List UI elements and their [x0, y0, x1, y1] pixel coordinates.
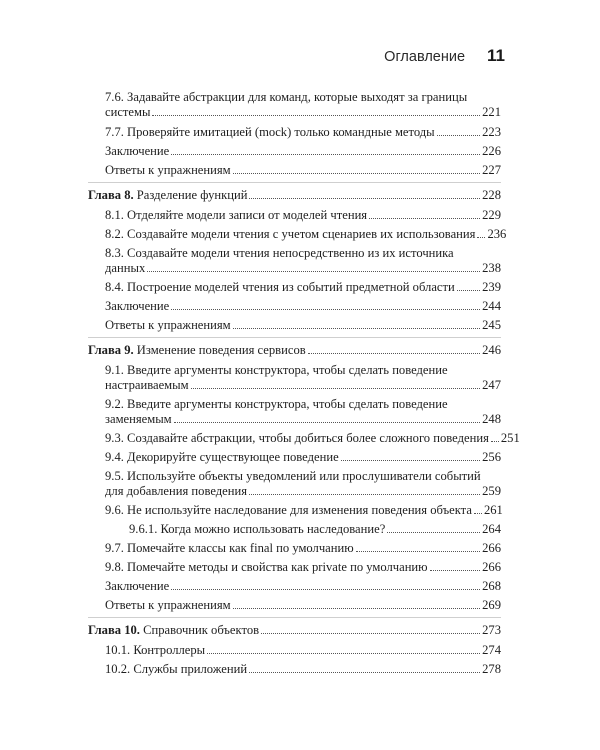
toc-entry-title-line1: 8.3. Создавайте модели чтения непосредственно из их источника [105, 246, 454, 260]
toc-entry-title: 9.6. Не используйте наследование для изменения поведения объекта [105, 503, 472, 517]
toc-entry-page: 248 [482, 412, 501, 426]
toc-entry[interactable] [88, 469, 501, 499]
toc-entry-title: для добавления поведения [105, 484, 248, 498]
dot-leader [249, 672, 480, 673]
toc-entry[interactable] [88, 643, 501, 658]
toc-entry-title: 7.7. Проверяйте имитацией (mock) только командные методы [105, 125, 435, 139]
toc-entry-title: 10.1. Контроллеры [105, 643, 206, 657]
toc-entry-title: Ответы к упражнениям [105, 598, 231, 612]
toc-entry-page: 264 [482, 522, 501, 536]
dot-leader [491, 441, 499, 442]
dot-leader [369, 218, 480, 219]
toc-entry-title: настраиваемым [105, 378, 189, 392]
toc-entry[interactable] [88, 125, 501, 140]
toc-entry-title: 10.2. Службы приложений [105, 662, 248, 676]
toc-entry-title: 9.4. Декорируйте существующее поведение [105, 450, 339, 464]
toc-entry-page: 238 [482, 261, 501, 275]
dot-leader [152, 115, 480, 116]
dot-leader [171, 589, 480, 590]
dot-leader [437, 135, 480, 136]
dot-leader [477, 237, 485, 238]
toc-entry[interactable] [88, 662, 501, 677]
dot-leader [261, 633, 480, 634]
toc-entry-title-line1: 7.6. Задавайте абстракции для команд, которые выходят за границы [105, 90, 468, 104]
dot-leader [207, 653, 480, 654]
toc-entry-page: 229 [482, 208, 501, 222]
toc-entry-page: 266 [482, 560, 501, 574]
dot-leader [174, 422, 480, 423]
toc-entry-page: 251 [500, 431, 520, 445]
toc-entry[interactable] [88, 397, 501, 427]
dot-leader [147, 271, 480, 272]
toc-entry-page: 269 [482, 598, 501, 612]
toc-entry[interactable] [88, 246, 501, 276]
toc-entry-title: 8.1. Отделяйте модели записи от моделей чтения [105, 208, 368, 222]
toc-entry-title: 9.3. Создавайте абстракции, чтобы добиться более сложного поведения [105, 431, 489, 445]
toc-entry-title: данных [105, 261, 146, 275]
toc-entry-page: 266 [482, 541, 501, 555]
toc-entry-title: Ответы к упражнениям [105, 163, 231, 177]
toc-entry-page: 278 [482, 662, 501, 676]
dot-leader [249, 198, 480, 199]
dot-leader [341, 460, 480, 461]
toc-entry[interactable] [88, 431, 520, 446]
toc-entry[interactable] [88, 541, 501, 556]
dot-leader [171, 309, 480, 310]
toc-entry-page: 228 [482, 188, 501, 202]
toc-entry-page: 244 [482, 299, 501, 313]
toc-entry-page: 247 [482, 378, 501, 392]
toc-entry-title: 9.6.1. Когда можно использовать наследование? [129, 522, 386, 536]
toc-entry[interactable] [88, 163, 501, 178]
dot-leader [233, 173, 480, 174]
dot-leader [356, 551, 480, 552]
dot-leader [233, 328, 480, 329]
toc-entry-title: Заключение [105, 579, 170, 593]
dot-leader [457, 290, 480, 291]
toc-chapter[interactable] [88, 188, 501, 203]
toc-entry-title-line1: 9.2. Введите аргументы конструктора, чтобы сделать поведение [105, 397, 448, 411]
page-number: 11 [487, 46, 505, 65]
running-header [384, 46, 505, 66]
toc-entry-title: системы [105, 105, 151, 119]
running-header-title: Оглавление [384, 49, 466, 65]
toc-entry-title: 8.4. Построение моделей чтения из событий предметной области [105, 280, 455, 294]
toc-entry-page: 245 [482, 318, 501, 332]
toc-entry[interactable] [88, 579, 501, 594]
toc-entry-title-line1: 9.1. Введите аргументы конструктора, чтобы сделать поведение [105, 363, 448, 377]
toc-entry[interactable] [88, 227, 507, 242]
toc-entry[interactable] [88, 522, 501, 537]
dot-leader [387, 532, 480, 533]
toc-entry-page: 227 [482, 163, 501, 177]
toc-entry-title-line1: 9.5. Используйте объекты уведомлений или прослушиватели событий [105, 469, 481, 483]
dot-leader [308, 353, 480, 354]
dot-leader [430, 570, 481, 571]
toc-entry[interactable] [88, 208, 501, 223]
dot-leader [474, 513, 482, 514]
toc-entry-title: Заключение [105, 299, 170, 313]
toc-entry[interactable] [88, 318, 501, 333]
toc-entry[interactable] [88, 90, 501, 120]
toc-entry-title: 9.8. Помечайте методы и свойства как private по умолчанию [105, 560, 428, 574]
toc-entry-page: 236 [487, 227, 507, 241]
dot-leader [171, 154, 480, 155]
toc-entry[interactable] [88, 280, 501, 295]
dot-leader [233, 608, 480, 609]
toc-entry-title: Разделение функций [136, 188, 248, 202]
toc-entry-page: 256 [482, 450, 501, 464]
toc-entry-title: Заключение [105, 144, 170, 158]
toc-entry[interactable] [88, 503, 501, 518]
toc-entry-title: 9.7. Помечайте классы как final по умолчанию [105, 541, 354, 555]
toc-entry-page: 268 [482, 579, 501, 593]
toc-entry-page: 223 [482, 125, 501, 139]
toc-entry-title: Изменение поведения сервисов [136, 343, 306, 357]
toc-entry[interactable] [88, 299, 501, 314]
toc-entry-page: 261 [483, 503, 503, 517]
toc-entry[interactable] [88, 144, 501, 159]
toc-entry-title: Ответы к упражнениям [105, 318, 231, 332]
toc-entry[interactable] [88, 560, 501, 575]
dot-leader [191, 388, 481, 389]
toc-entry-title: 8.2. Создавайте модели чтения с учетом сценариев их использования [105, 227, 476, 241]
toc-entry-title: заменяемым [105, 412, 172, 426]
toc-entry-page: 273 [482, 623, 501, 637]
toc-chapter[interactable] [88, 623, 501, 638]
toc-entry[interactable] [88, 363, 501, 393]
toc-entry[interactable] [88, 450, 501, 465]
toc-entry-page: 274 [482, 643, 501, 657]
chapter-label: Глава 10. [88, 623, 144, 637]
chapter-label: Глава 9. [88, 343, 137, 357]
toc-entry-page: 221 [482, 105, 501, 119]
toc-entry-page: 226 [482, 144, 501, 158]
dot-leader [249, 494, 480, 495]
toc-entry-page: 259 [482, 484, 501, 498]
toc-entry[interactable] [88, 598, 501, 613]
toc-entry-page: 246 [482, 343, 501, 357]
toc-entry-title: Справочник объектов [143, 623, 260, 637]
toc-chapter[interactable] [88, 343, 501, 358]
chapter-label: Глава 8. [88, 188, 137, 202]
toc-entry-page: 239 [482, 280, 501, 294]
